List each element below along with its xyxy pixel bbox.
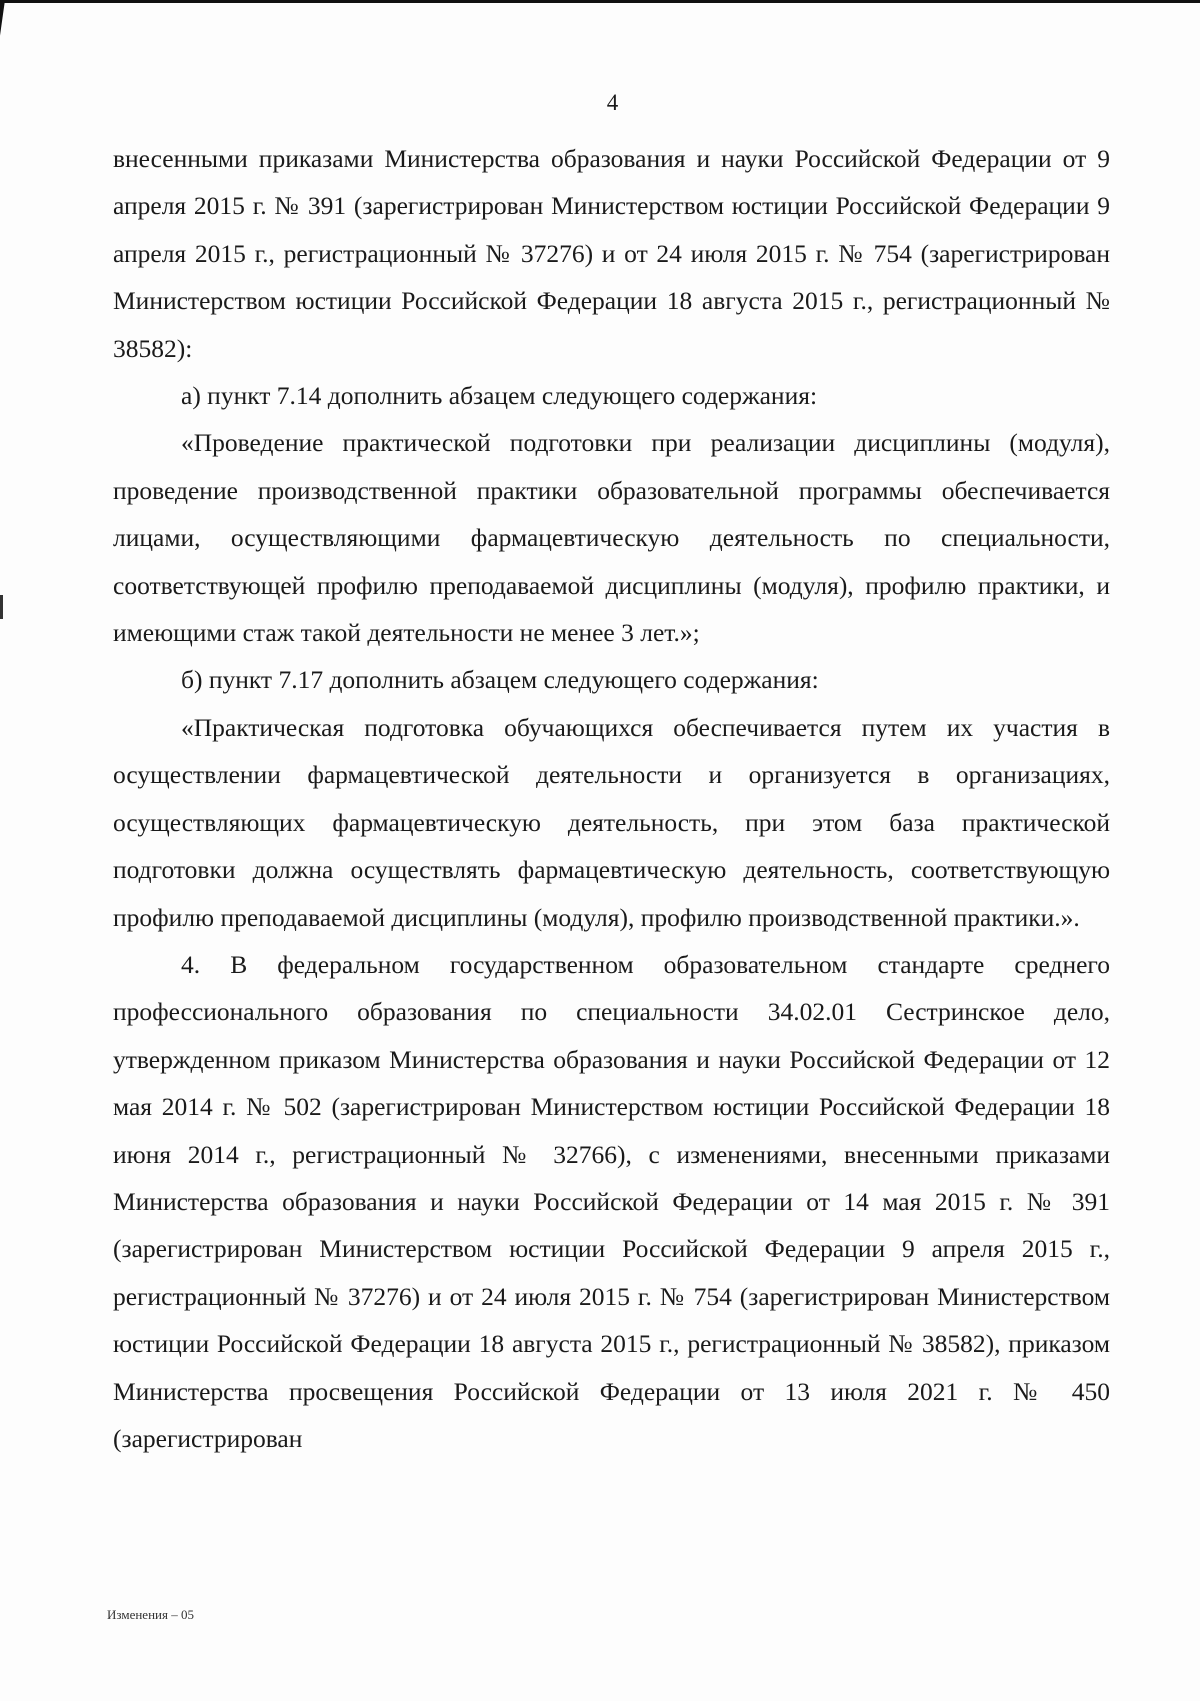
- paragraph: «Проведение практической подготовки при реализации дисциплины (модуля), проведение производственной практики образовательной программы обеспечивается лицами, осуществляющими фармацевтическую деятельность по специальности, соответствующей профилю преподаваемой дисциплины (модуля), профилю практики, и имеющими стаж такой деятельности не менее 3 лет.»;: [113, 428, 1110, 648]
- scan-mark-left: [0, 595, 3, 619]
- scan-border-top: [0, 0, 1200, 3]
- footer-note: Изменения – 05: [107, 1607, 194, 1622]
- paragraph: а) пункт 7.14 дополнить абзацем следующего содержания:: [181, 381, 818, 411]
- paragraph: «Практическая подготовка обучающихся обеспечивается путем их участия в осуществлении фармацевтической деятельности и организуется в организациях, осуществляющих фармацевтическую деятельность, при этом база практической подготовки должна осуществлять фармацевтическую деятельность, соответствующую профилю преподаваемой дисциплины (модуля), профилю производственной практики.».: [113, 712, 1110, 932]
- page-number: 4: [606, 90, 619, 115]
- paragraph: 4. В федеральном государственном образовательном стандарте среднего профессионального образования по специальности 34.02.01 Сестринское дело, утвержденном приказом Министерства образования и науки Российской Федерации от 12 мая 2014 г. № 502 (зарегистрирован Министерством юстиции Российской Федерации 18 июня 2014 г., регистрационный № 32766), с изменениями, внесенными приказами Министерства образования и науки Российской Федерации от 14 мая 2015 г. № 391 (зарегистрирован Министерством юстиции Российской Федерации 9 апреля 2015 г., регистрационный № 37276) и от 24 июля 2015 г. № 754 (зарегистрирован Министерством юстиции Российской Федерации 18 августа 2015 г., регистрационный № 38582), приказом Министерства просвещения Российской Федерации от 13 июля 2021 г. № 450 (зарегистрирован: [113, 949, 1110, 1453]
- scan-border-left: [0, 0, 5, 90]
- paragraph: б) пункт 7.17 дополнить абзацем следующего содержания:: [181, 665, 819, 695]
- document-body: [113, 135, 1110, 1462]
- paragraph: внесенными приказами Министерства образования и науки Российской Федерации от 9 апреля 2015 г. № 391 (зарегистрирован Министерством юстиции Российской Федерации 9 апреля 2015 г., регистрационный № 37276) и от 24 июля 2015 г. № 754 (зарегистрирован Министерством юстиции Российской Федерации 18 августа 2015 г., регистрационный № 38582):: [113, 144, 1110, 363]
